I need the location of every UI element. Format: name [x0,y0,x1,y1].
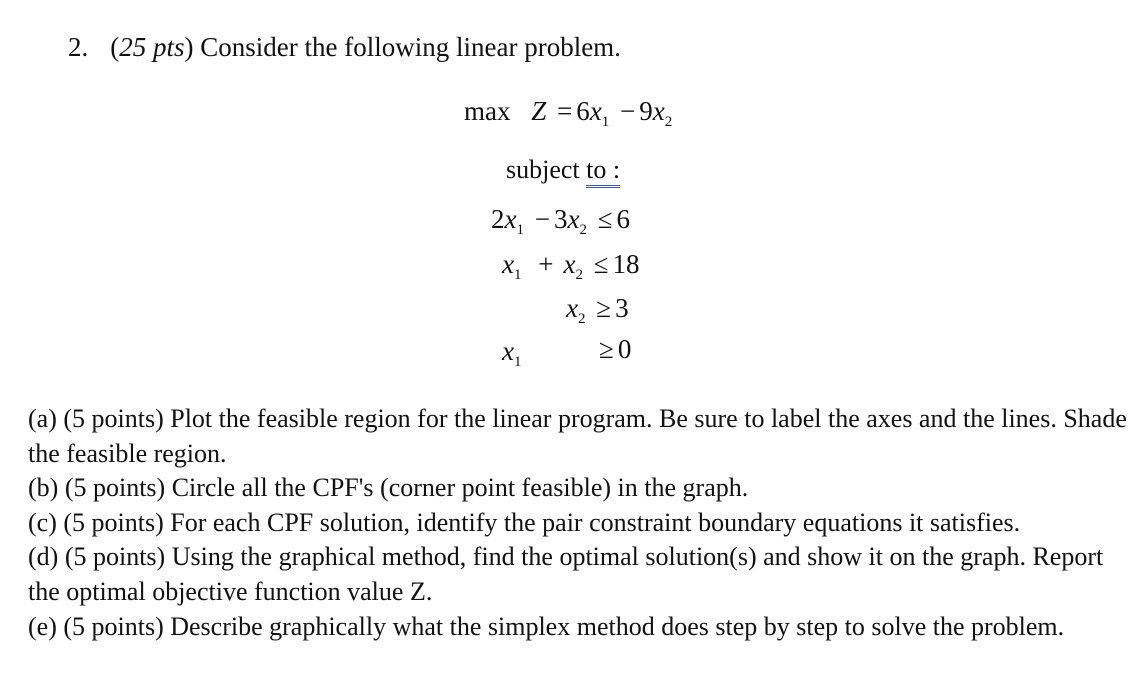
constraint-2-var-2: x [563,249,576,279]
objective-sub-2: 2 [664,114,673,130]
constraint-4-relation: ≥ [599,334,614,364]
part-a: (a) (5 points) Plot the feasible region for the linear program. Be sure to label the axes and the lines. Shade the feasible region. [28,404,1127,468]
problem-heading [68,32,621,63]
objective-function [464,96,673,130]
constraint-2-operator: + [538,249,554,279]
constraint-1-rhs: 6 [616,204,631,234]
constraint-2-relation: ≤ [593,249,609,279]
subject-word: subject [506,155,580,184]
constraint-1-var-1: x [504,204,517,234]
objective-var-1: x [589,96,602,126]
constraint-3-sub: 2 [577,311,586,327]
constraint-4-sub: 1 [513,354,522,370]
objective-equals: = [557,96,573,126]
part-d: (d) (5 points) Using the graphical method, find the optimal solution(s) and show it on the graph. Report the optimal objective function value Z. [28,542,1104,606]
constraint-1-var-2: x [567,204,580,234]
objective-var-2: x [652,96,665,126]
problem-points: (25 pts) [110,32,194,62]
constraint-3 [566,293,629,327]
objective-coef-2: 9 [639,96,653,126]
constraint-2 [502,249,640,283]
constraint-1-coef-1: 2 [491,204,505,234]
objective-operator: − [620,96,636,126]
constraint-1-sub-2: 2 [579,222,587,238]
part-b: (b) (5 points) Circle all the CPF's (corner point feasible) in the graph. [28,473,749,503]
constraint-4-var: x [502,336,514,366]
part-c: (c) (5 points) For each CPF solution, identify the pair constraint boundary equations it satisfies. [28,507,1021,537]
constraint-3-rhs: 3 [615,293,629,323]
constraint-4-rhs: 0 [617,334,632,364]
constraint-3-relation: ≥ [596,293,612,323]
constraint-1-coef-2: 3 [553,204,568,234]
constraint-2-rhs: 18 [612,249,640,279]
to-underlined: to : [586,155,620,188]
constraint-3-var: x [566,293,578,323]
constraint-2-sub-1: 1 [513,267,522,283]
constraint-2-var-1: x [502,249,514,279]
constraint-4-bound [595,334,631,365]
problem-statement: Consider the following linear problem. [200,32,621,62]
constraint-2-sub-2: 2 [575,267,583,283]
problem-number: 2. [68,32,89,62]
objective-variable: Z [531,96,547,126]
constraint-1-operator: − [534,204,550,234]
constraint-1 [491,204,631,238]
question-parts [28,402,1128,644]
constraint-1-sub-1: 1 [516,222,524,238]
objective-coef-1: 6 [576,96,590,126]
part-e: (e) (5 points) Describe graphically what the simplex method does step by step to solve the problem. [28,611,1065,641]
constraint-1-relation: ≤ [597,204,613,234]
objective-keyword: max [464,96,511,126]
subject-to-label [506,155,620,185]
constraint-4-variable [502,336,522,370]
objective-sub-1: 1 [601,114,610,130]
